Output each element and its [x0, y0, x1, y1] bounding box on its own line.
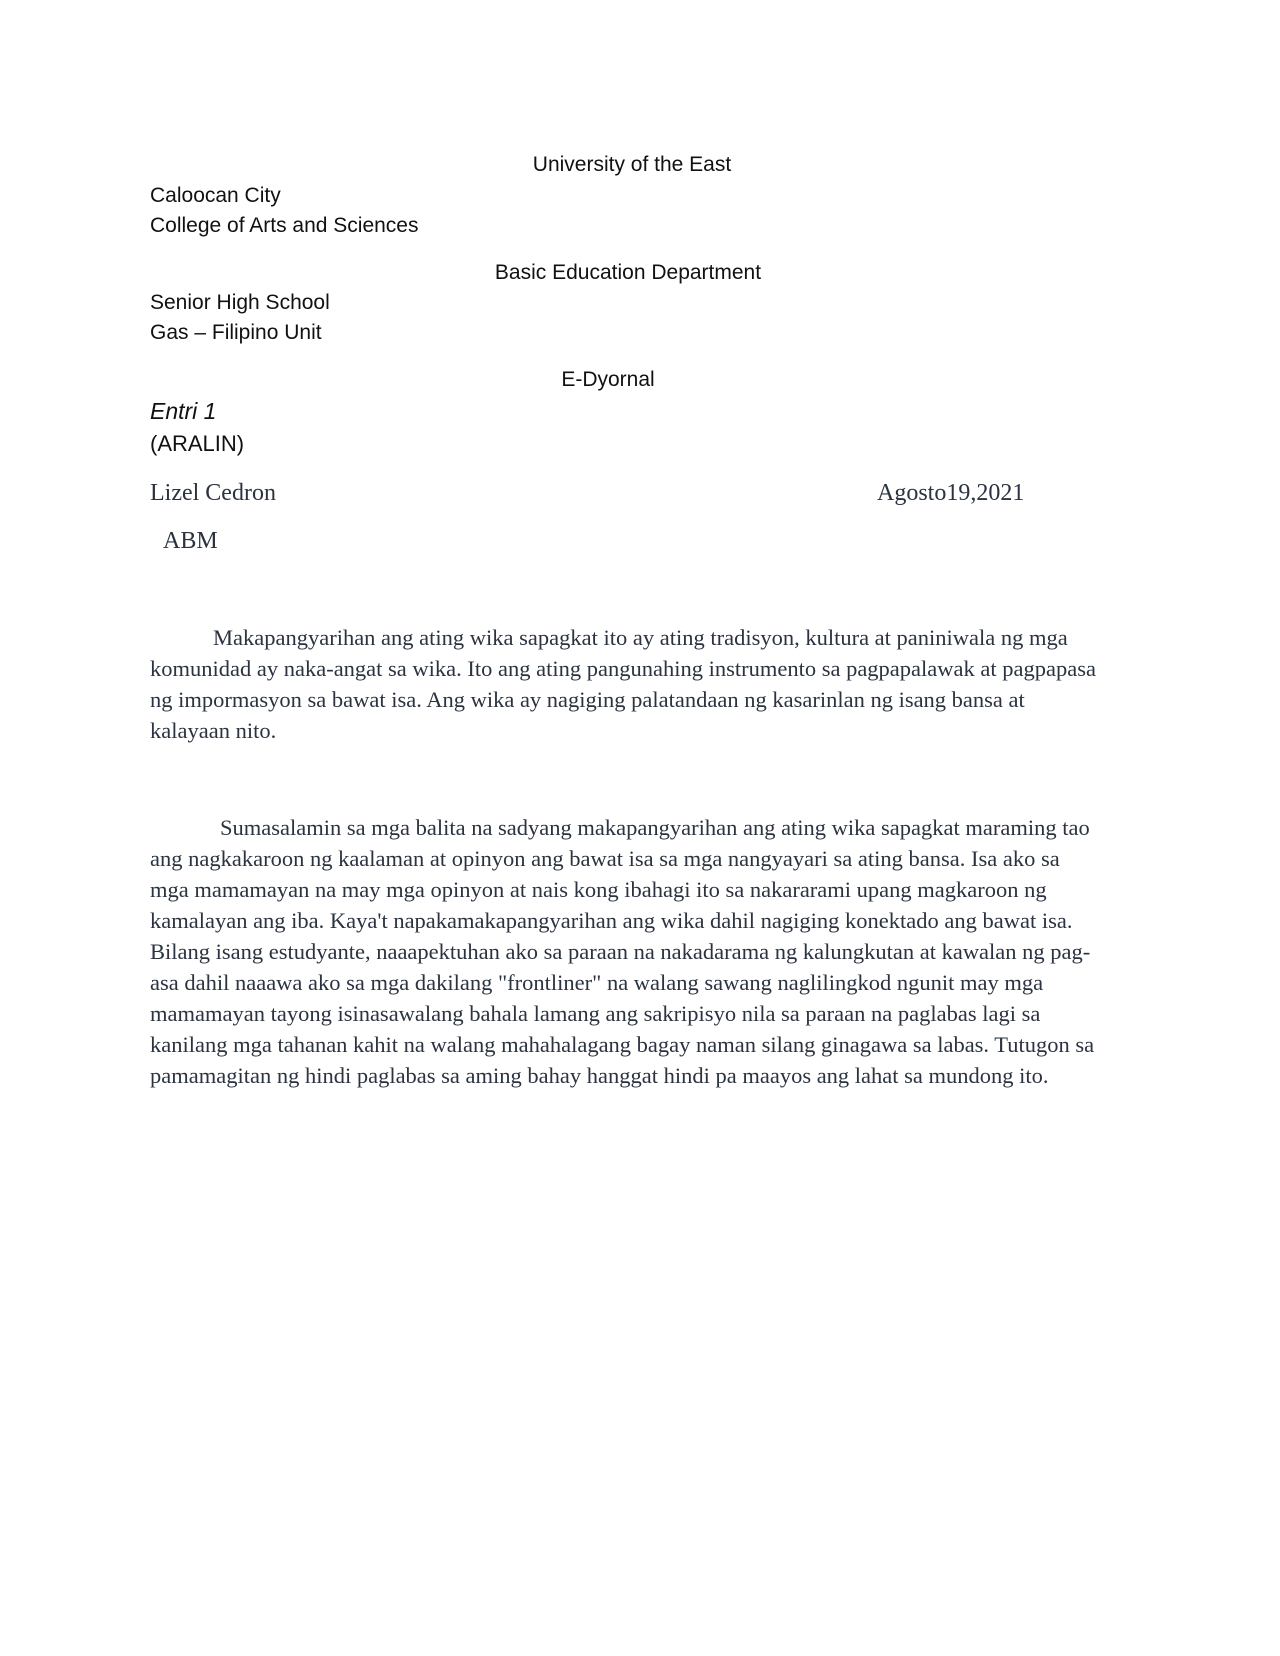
- lesson-label: (ARALIN): [150, 431, 245, 456]
- author-name: Lizel Cedron: [150, 480, 276, 506]
- city-line: Caloocan City: [150, 184, 281, 207]
- school-line: Senior High School: [150, 291, 330, 314]
- body-paragraph-1: Makapangyarihan ang ating wika sapagkat ito ay ating tradisyon, kultura at paniniwala ng mga komunidad ay naka-angat sa wika. Ito ang ating pangunahing instrumento sa pagpapalawak at pagpapasa ng impormasyon sa bawat isa. Ang wika ay nagiging palatandaan ng kasarinlan ng isang bansa at kalayaan nito.: [150, 625, 1096, 743]
- college-line: College of Arts and Sciences: [150, 214, 419, 237]
- department-line: Basic Education Department: [494, 261, 762, 284]
- entry-date: Agosto19,2021: [877, 480, 1025, 506]
- entry-label: Entri 1: [150, 398, 217, 424]
- strand-label: ABM: [163, 528, 218, 554]
- journal-title: E-Dyornal: [561, 368, 655, 391]
- unit-line: Gas – Filipino Unit: [150, 321, 322, 344]
- university-name: University of the East: [532, 153, 732, 176]
- body-paragraph-2: Sumasalamin sa mga balita na sadyang makapangyarihan ang ating wika sapagkat maraming tao ang nagkakaroon ng kaalaman at opinyon ang bawat isa sa mga nangyayari sa ating bansa. Isa ako sa mga mamamayan na may mga opinyon at nais kong ibahagi ito sa nakararami upang magkaroon ng kamalayan ang iba. Kaya't napakamakapangyarihan ang wika dahil nagiging konektado ang bawat isa. Bilang isang estudyante, naaapektuhan ako sa paraan na nakadarama ng kalungkutan at kawalan ng pag-asa dahil naaawa ako sa mga dakilang "frontliner" na walang sawang naglilingkod ngunit may mga mamamayan tayong isinasawalang bahala lamang ang sakripisyo nila sa paraan na paglabas lagi sa kanilang mga tahanan kahit na walang mahahalagang bagay naman silang ginagawa sa labas. Tutugon sa pamamagitan ng hindi paglabas sa aming bahay hanggat hindi pa maayos ang lahat sa mundong ito.: [150, 815, 1095, 1088]
